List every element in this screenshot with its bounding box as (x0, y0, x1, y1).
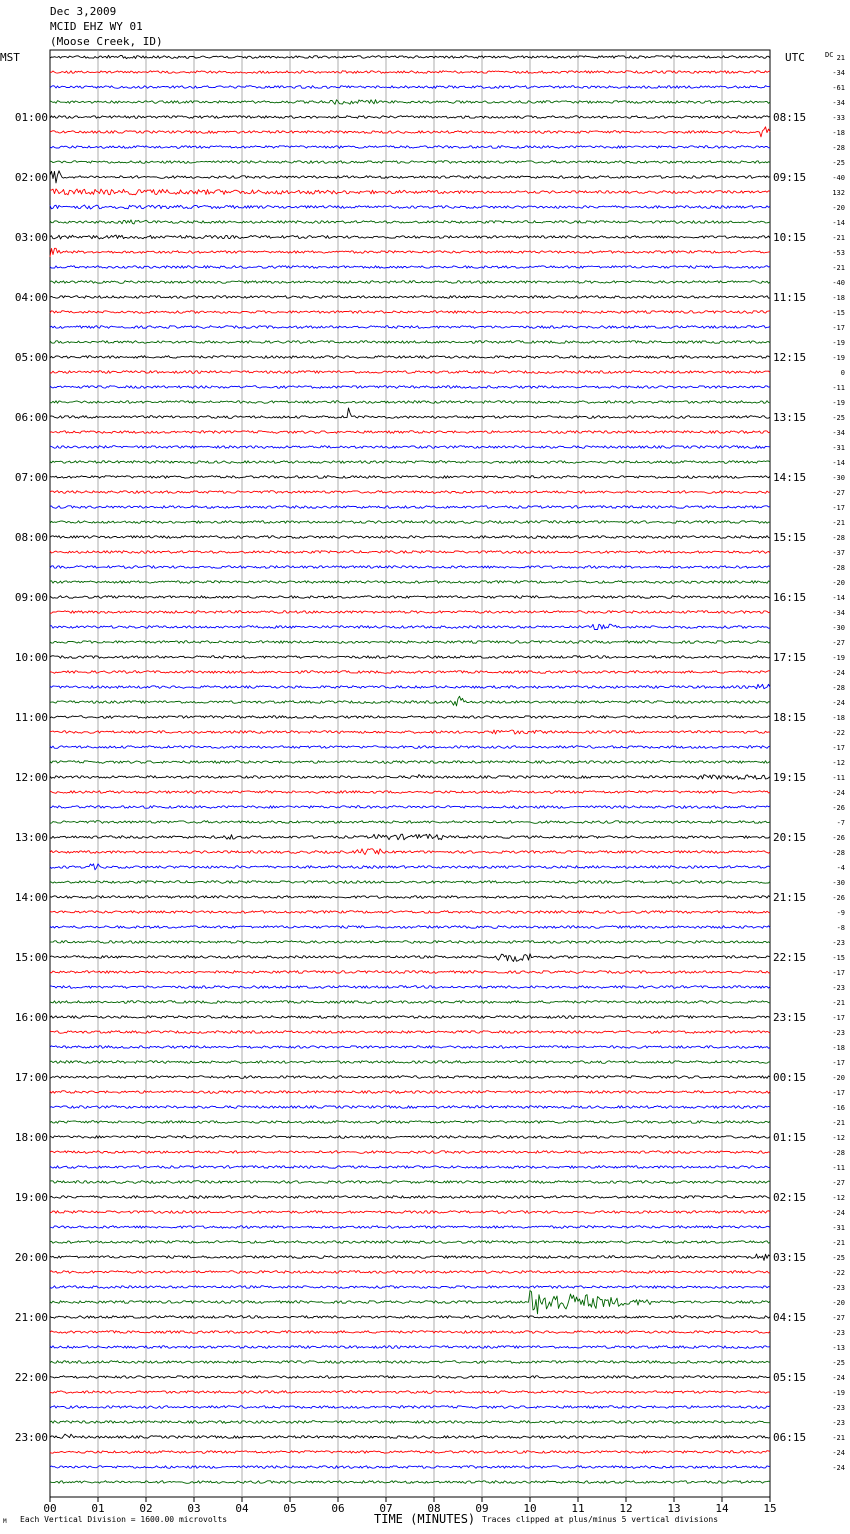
right-hour-label: 02:15 (773, 1191, 807, 1204)
seismic-trace (50, 1196, 770, 1199)
dc-offset-label: -14 (832, 594, 845, 602)
seismic-trace (50, 326, 770, 329)
right-hour-label: 17:15 (773, 651, 807, 664)
dc-offset-label: -17 (832, 1014, 845, 1022)
right-hour-label: 16:15 (773, 591, 807, 604)
left-hour-label: 14:00 (14, 891, 48, 904)
seismic-trace (50, 730, 770, 734)
seismic-trace (50, 941, 770, 944)
dc-offset-label: -25 (832, 1254, 845, 1262)
dc-offset-label: -34 (832, 99, 845, 107)
dc-offset-label: -37 (832, 549, 845, 557)
left-hour-label: 13:00 (14, 831, 48, 844)
seismic-trace (50, 1291, 770, 1314)
dc-offset-label: -24 (832, 1209, 845, 1217)
dc-offset-label: -21 (832, 234, 845, 242)
seismic-trace (50, 761, 770, 764)
dc-offset-label: -7 (836, 819, 845, 827)
seismic-trace (50, 806, 770, 809)
seismic-trace (50, 551, 770, 554)
dc-offset-label: -24 (832, 789, 845, 797)
axis-labels (15, 54, 845, 1515)
x-tick-label: 05 (283, 1502, 297, 1515)
seismic-trace (50, 746, 770, 749)
dc-offset-label: -21 (832, 519, 845, 527)
dc-offset-label: -53 (832, 249, 845, 257)
left-hour-label: 19:00 (14, 1191, 48, 1204)
dc-offset-label: -27 (832, 489, 845, 497)
left-hour-label: 07:00 (14, 471, 48, 484)
seismic-trace (50, 1421, 770, 1424)
left-hour-label: 11:00 (14, 711, 48, 724)
seismic-trace (50, 1076, 770, 1079)
seismic-trace (50, 864, 770, 870)
seismic-trace (50, 896, 770, 899)
dc-offset-label: -18 (832, 1044, 845, 1052)
seismic-trace (50, 611, 770, 614)
dc-offset-label: -23 (832, 1419, 845, 1427)
left-hour-label: 10:00 (14, 651, 48, 664)
seismic-trace (50, 296, 770, 299)
seismic-trace (50, 1016, 770, 1019)
dc-offset-label: -8 (836, 924, 845, 932)
left-hour-label: 20:00 (14, 1251, 48, 1264)
dc-offset-label: -34 (832, 609, 845, 617)
seismic-trace (50, 1121, 770, 1124)
seismic-trace (50, 1211, 770, 1214)
seismic-trace (50, 55, 770, 58)
right-hour-label: 11:15 (773, 291, 807, 304)
seismic-trace (50, 1001, 770, 1004)
dc-offset-label: 0 (840, 369, 845, 377)
dc-offset-label: -14 (832, 219, 845, 227)
seismic-trace (50, 116, 770, 119)
dc-offset-label: -22 (832, 729, 845, 737)
seismic-trace (50, 491, 770, 494)
left-hour-label: 23:00 (14, 1431, 48, 1444)
dc-offset-label: -33 (832, 114, 845, 122)
seismic-trace (50, 386, 770, 389)
dc-offset-label: -17 (832, 324, 845, 332)
dc-offset-label: -17 (832, 1059, 845, 1067)
seismic-trace (50, 235, 770, 239)
seismic-trace (50, 954, 770, 962)
dc-offset-label: -12 (832, 759, 845, 767)
dc-offset-label: -12 (832, 1194, 845, 1202)
x-tick-label: 02 (139, 1502, 153, 1515)
seismic-trace (50, 834, 770, 840)
corner-mark: M (3, 1518, 7, 1525)
seismic-trace (50, 127, 770, 137)
dc-offset-label: -15 (832, 309, 845, 317)
seismic-trace (50, 624, 770, 629)
seismic-trace (50, 1391, 770, 1394)
seismic-trace (50, 1106, 770, 1109)
seismic-trace (50, 401, 770, 404)
left-hour-label: 12:00 (14, 771, 48, 784)
seismic-trace (50, 775, 770, 780)
dc-offset-label: -23 (832, 1284, 845, 1292)
left-hour-label: 02:00 (14, 171, 48, 184)
seismic-trace (50, 1481, 770, 1484)
dc-offset-label: -17 (832, 969, 845, 977)
x-tick-label: 07 (379, 1502, 393, 1515)
seismic-trace (50, 1166, 770, 1169)
dc-offset-label: -31 (832, 444, 845, 452)
dc-offset-label: -26 (832, 834, 845, 842)
x-tick-label: 10 (523, 1502, 537, 1515)
seismic-trace (50, 881, 770, 884)
seismic-trace (50, 371, 770, 374)
dc-offset-label: -15 (832, 954, 845, 962)
seismic-trace (50, 684, 770, 689)
dc-offset-label: -23 (832, 984, 845, 992)
seismic-trace (50, 1061, 770, 1064)
seismic-trace (50, 566, 770, 569)
seismic-trace (50, 1451, 770, 1454)
dc-offset-label: -24 (832, 699, 845, 707)
dc-offset-label: -19 (832, 354, 845, 362)
dc-offset-label: -17 (832, 504, 845, 512)
dc-offset-label: -34 (832, 429, 845, 437)
dc-offset-label: -27 (832, 1314, 845, 1322)
clip-note: Traces clipped at plus/minus 5 vertical divisions (482, 1515, 719, 1524)
seismic-trace (50, 1466, 770, 1469)
seismic-trace (50, 1031, 770, 1034)
seismic-trace (50, 656, 770, 659)
dc-offset-label: -9 (836, 909, 845, 917)
dc-offset-label: 21 (836, 54, 845, 62)
seismic-trace (50, 849, 770, 855)
dc-offset-label: -26 (832, 804, 845, 812)
dc-offset-label: -24 (832, 1449, 845, 1457)
dc-offset-label: -11 (832, 384, 845, 392)
seismic-trace (50, 821, 770, 824)
dc-offset-label: -28 (832, 534, 845, 542)
dc-offset-label: -24 (832, 1374, 845, 1382)
seismic-trace (50, 248, 770, 256)
right-hour-label: 01:15 (773, 1131, 807, 1144)
seismic-trace (50, 1181, 770, 1184)
seismic-trace (50, 220, 770, 224)
dc-offset-label: -28 (832, 849, 845, 857)
seismic-trace (50, 1361, 770, 1364)
right-hour-label: 23:15 (773, 1011, 807, 1024)
dc-offset-label: -21 (832, 1239, 845, 1247)
seismic-trace (50, 1434, 770, 1438)
right-hour-label: 03:15 (773, 1251, 807, 1264)
dc-offset-label: -11 (832, 774, 845, 782)
dc-offset-label: -11 (832, 1164, 845, 1172)
seismic-trace (50, 971, 770, 974)
seismic-trace (50, 986, 770, 989)
x-tick-label: 13 (667, 1502, 681, 1515)
x-axis-title: TIME (MINUTES) (374, 1512, 476, 1526)
dc-offset-label: -22 (832, 1269, 845, 1277)
x-tick-label: 03 (187, 1502, 201, 1515)
seismic-trace (50, 205, 770, 209)
seismic-trace (50, 671, 770, 674)
dc-offset-label: -19 (832, 1389, 845, 1397)
seismic-trace (50, 1241, 770, 1244)
dc-offset-label: -23 (832, 1329, 845, 1337)
seismic-trace (50, 311, 770, 314)
seismic-trace (50, 791, 770, 794)
seismic-trace (50, 171, 770, 183)
seismic-trace (50, 926, 770, 929)
date-text: Dec 3,2009 (50, 5, 117, 18)
dc-offset-label: -21 (832, 999, 845, 1007)
seismic-trace (50, 86, 770, 89)
x-tick-label: 14 (715, 1502, 729, 1515)
x-tick-label: 12 (619, 1502, 633, 1515)
dc-offset-label: -61 (832, 84, 845, 92)
grid-lines (50, 50, 770, 1502)
dc-offset-label: -27 (832, 639, 845, 647)
left-hour-label: 05:00 (14, 351, 48, 364)
right-hour-label: 12:15 (773, 351, 807, 364)
seismic-trace (50, 446, 770, 449)
left-hour-label: 16:00 (14, 1011, 48, 1024)
seismic-trace (50, 71, 770, 74)
dc-offset-label: -20 (832, 204, 845, 212)
dc-offset-label: -34 (832, 69, 845, 77)
dc-offset-label: -27 (832, 1179, 845, 1187)
seismic-trace (50, 266, 770, 269)
dc-offset-label: -25 (832, 1359, 845, 1367)
dc-offset-label: -20 (832, 1074, 845, 1082)
dc-offset-label: -20 (832, 579, 845, 587)
dc-offset-label: -18 (832, 294, 845, 302)
right-hour-label: 22:15 (773, 951, 807, 964)
left-hour-label: 09:00 (14, 591, 48, 604)
dc-offset-label: -21 (832, 1119, 845, 1127)
dc-offset-label: -28 (832, 684, 845, 692)
left-hour-label: 21:00 (14, 1311, 48, 1324)
x-tick-label: 15 (763, 1502, 777, 1515)
seismic-trace (50, 161, 770, 164)
seismic-trace (50, 716, 770, 719)
x-tick-label: 04 (235, 1502, 249, 1515)
left-timezone-label: MST (0, 51, 20, 64)
seismic-trace (50, 1046, 770, 1049)
dc-label: DC (825, 51, 834, 59)
left-hour-label: 18:00 (14, 1131, 48, 1144)
dc-offset-label: -26 (832, 894, 845, 902)
right-hour-label: 15:15 (773, 531, 807, 544)
dc-offset-label: -30 (832, 474, 845, 482)
right-hour-label: 19:15 (773, 771, 807, 784)
seismic-trace (50, 189, 770, 195)
dc-offset-label: -24 (832, 669, 845, 677)
right-hour-label: 05:15 (773, 1371, 807, 1384)
dc-offset-label: -24 (832, 1464, 845, 1472)
seismic-trace (50, 356, 770, 359)
seismic-trace (50, 281, 770, 284)
dc-offset-label: -12 (832, 1134, 845, 1142)
seismic-trace (50, 1376, 770, 1379)
dc-offset-label: -17 (832, 1089, 845, 1097)
left-hour-label: 03:00 (14, 231, 48, 244)
seismic-trace (50, 431, 770, 434)
dc-offset-label: -18 (832, 129, 845, 137)
right-hour-label: 13:15 (773, 411, 807, 424)
dc-offset-label: -30 (832, 624, 845, 632)
dc-offset-label: -14 (832, 459, 845, 467)
left-hour-label: 06:00 (14, 411, 48, 424)
right-hour-label: 04:15 (773, 1311, 807, 1324)
right-timezone-label: UTC (785, 51, 805, 64)
seismic-trace (50, 696, 770, 706)
seismic-trace (50, 1271, 770, 1274)
dc-offset-label: -40 (832, 279, 845, 287)
right-hour-label: 09:15 (773, 171, 807, 184)
right-hour-label: 18:15 (773, 711, 807, 724)
right-hour-label: 14:15 (773, 471, 807, 484)
dc-offset-label: 132 (832, 189, 845, 197)
seismic-trace (50, 1151, 770, 1154)
dc-offset-label: -28 (832, 564, 845, 572)
seismic-trace (50, 1136, 770, 1139)
seismic-trace (50, 536, 770, 539)
dc-offset-label: -21 (832, 1434, 845, 1442)
trace-group (50, 55, 770, 1483)
seismic-trace (50, 1346, 770, 1349)
right-hour-label: 00:15 (773, 1071, 807, 1084)
seismic-trace (50, 506, 770, 509)
left-hour-label: 04:00 (14, 291, 48, 304)
dc-offset-label: -23 (832, 1029, 845, 1037)
dc-offset-label: -23 (832, 939, 845, 947)
seismic-trace (50, 146, 770, 149)
dc-offset-label: -19 (832, 339, 845, 347)
seismic-trace (50, 1226, 770, 1229)
dc-offset-label: -31 (832, 1224, 845, 1232)
right-hour-label: 08:15 (773, 111, 807, 124)
dc-offset-label: -4 (836, 864, 845, 872)
left-hour-label: 22:00 (14, 1371, 48, 1384)
seismic-trace (50, 1286, 770, 1289)
seismic-trace (50, 461, 770, 464)
dc-offset-label: -28 (832, 144, 845, 152)
dc-offset-label: -25 (832, 159, 845, 167)
x-tick-label: 01 (91, 1502, 105, 1515)
seismic-trace (50, 1091, 770, 1094)
seismic-trace (50, 1406, 770, 1409)
left-hour-label: 01:00 (14, 111, 48, 124)
right-hour-label: 20:15 (773, 831, 807, 844)
dc-offset-label: -23 (832, 1404, 845, 1412)
seismic-trace (50, 341, 770, 344)
seismic-trace (50, 581, 770, 584)
seismic-trace (50, 1316, 770, 1319)
seismic-trace (50, 1254, 770, 1260)
right-hour-label: 21:15 (773, 891, 807, 904)
left-hour-label: 15:00 (14, 951, 48, 964)
dc-offset-label: -19 (832, 654, 845, 662)
x-tick-label: 11 (571, 1502, 585, 1515)
x-tick-label: 06 (331, 1502, 345, 1515)
dc-offset-label: -18 (832, 714, 845, 722)
x-tick-label: 08 (427, 1502, 441, 1515)
seismic-trace (50, 641, 770, 644)
dc-offset-label: -19 (832, 399, 845, 407)
dc-offset-label: -25 (832, 414, 845, 422)
dc-offset-label: -20 (832, 1299, 845, 1307)
location-text: (Moose Creek, ID) (50, 35, 163, 48)
dc-offset-label: -30 (832, 879, 845, 887)
dc-offset-label: -13 (832, 1344, 845, 1352)
dc-offset-label: -21 (832, 264, 845, 272)
dc-offset-label: -17 (832, 744, 845, 752)
seismic-trace (50, 408, 770, 418)
x-tick-label: 00 (43, 1502, 57, 1515)
left-hour-label: 08:00 (14, 531, 48, 544)
right-hour-label: 10:15 (773, 231, 807, 244)
seismic-trace (50, 521, 770, 524)
dc-offset-label: -28 (832, 1149, 845, 1157)
x-tick-label: 09 (475, 1502, 489, 1515)
seismic-trace (50, 596, 770, 599)
dc-offset-label: -40 (832, 174, 845, 182)
seismic-trace (50, 1331, 770, 1334)
seismic-trace (50, 476, 770, 479)
seismic-trace (50, 911, 770, 914)
seismic-trace (50, 100, 770, 105)
dc-offset-label: -16 (832, 1104, 845, 1112)
right-hour-label: 06:15 (773, 1431, 807, 1444)
scale-note: Each Vertical Division = 1600.00 microvolts (20, 1515, 228, 1524)
left-hour-label: 17:00 (14, 1071, 48, 1084)
station-text: MCID EHZ WY 01 (50, 20, 143, 33)
